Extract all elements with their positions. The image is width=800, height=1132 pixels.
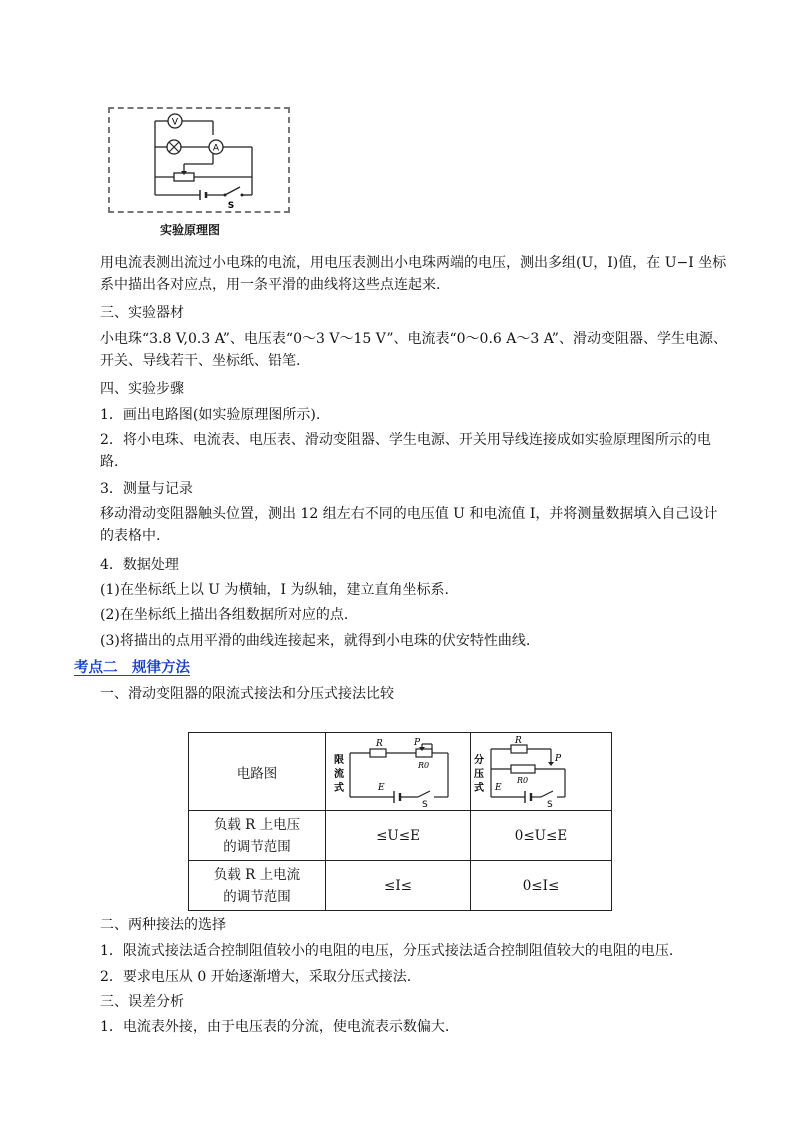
voltage-divider-circuit [471,733,612,811]
limiting-circuit-diagram [326,735,466,809]
equipment-paragraph: 小电珠“3.8 V,0.3 A”、电压表“0～3 V～15 V”、电流表“0～0.6 A～3 A”、滑动变阻器、学生电源、开关、导线若干、坐标纸、铅笔. [100,331,727,369]
table-row [189,811,612,861]
battery-icon [200,190,206,200]
table-row [189,733,612,811]
experiment-circuit-diagram [110,109,287,210]
row-header-circuit: 电路图 [189,733,326,811]
current-limiting-circuit [326,733,471,811]
limiting-current-range: ≤I≤ [326,861,471,911]
label-R0: R0 [418,760,430,770]
label-E: E [378,782,385,793]
label-R: R [515,735,522,746]
ammeter-label: A [212,143,220,154]
divider-circuit-diagram [471,735,611,809]
section-2-title: 考点二 规律方法 [74,660,190,676]
error-heading: 三、误差分析 [100,994,184,1010]
step-4-b: (2)在坐标纸上描出各组数据所对应的点. [100,607,349,623]
divider-voltage-range: 0≤U≤E [471,811,612,861]
step-1: 1．画出电路图(如实验原理图所示). [100,407,321,423]
step-4-c: (3)将描出的点用平滑的曲线连接起来，就得到小电珠的伏安特性曲线. [100,633,531,649]
rheostat-icon [416,749,432,757]
step-4-title: 4．数据处理 [100,557,179,573]
step-4-a: (1)在坐标纸上以 U 为横轴，I 为纵轴，建立直角坐标系. [100,582,449,598]
label-P: P [555,753,562,764]
rheostat-icon [511,765,535,773]
table-row [189,861,612,911]
circuit-figure-frame [108,107,290,213]
steps-heading: 四、实验步骤 [100,381,184,397]
label-S: S [422,799,428,809]
label-R: R [376,738,383,749]
resistor-icon [370,749,386,757]
row-header-voltage-l2: 的调节范围 [223,838,291,855]
voltmeter-label: V [171,117,179,128]
step-3-text: 移动滑动变阻器触头位置，测出 12 组左右不同的电压值 U 和电流值 I，并将测量数据填入自己设计的表格中. [100,506,718,544]
limiting-label-2: 流 [334,768,344,780]
limiting-label-1: 限 [334,754,344,766]
divider-label-3: 式 [474,782,484,794]
choice-2: 2．要求电压从 0 开始逐渐增大，采取分压式接法. [100,969,412,985]
divider-current-range: 0≤I≤ [471,861,612,911]
limiting-voltage-range: ≤U≤E [326,811,471,861]
comparison-table [188,732,612,911]
figure-caption: 实验原理图 [160,223,221,237]
row-header-voltage [189,811,326,861]
label-E: E [495,782,502,793]
row-header-current-l1: 负载 R 上电流 [213,866,301,883]
label-S: S [547,799,553,809]
row-header-voltage-l1: 负载 R 上电压 [213,816,301,833]
divider-label-2: 压 [474,768,484,780]
limiting-label-3: 式 [334,782,344,794]
choice-1: 1．限流式接法适合控制阻值较小的电阻的电压，分压式接法适合控制阻值较大的电阻的电压. [100,943,674,959]
row-header-current-l2: 的调节范围 [223,888,291,905]
compare-heading: 一、滑动变阻器的限流式接法和分压式接法比较 [100,686,394,702]
equipment-heading: 三、实验器材 [100,305,184,321]
row-header-current [189,861,326,911]
label-R0: R0 [517,775,529,785]
divider-label-1: 分 [474,754,484,766]
step-2: 2．将小电珠、电流表、电压表、滑动变阻器、学生电源、开关用导线连接成如实验原理图所示的电路. [100,432,711,470]
label-P: P [414,737,421,748]
step-3-title: 3．测量与记录 [100,481,193,497]
switch-label: S [227,201,235,210]
principle-paragraph: 用电流表测出流过小电珠的电流，用电压表测出小电珠两端的电压，测出多组(U，I)值，在 U−I 坐标系中描出各对应点，用一条平滑的曲线将这些点连起来. [100,255,727,293]
error-1: 1．电流表外接，由于电压表的分流，使电流表示数偏大. [100,1019,450,1035]
choice-heading: 二、两种接法的选择 [100,917,226,933]
resistor-icon [511,745,527,753]
